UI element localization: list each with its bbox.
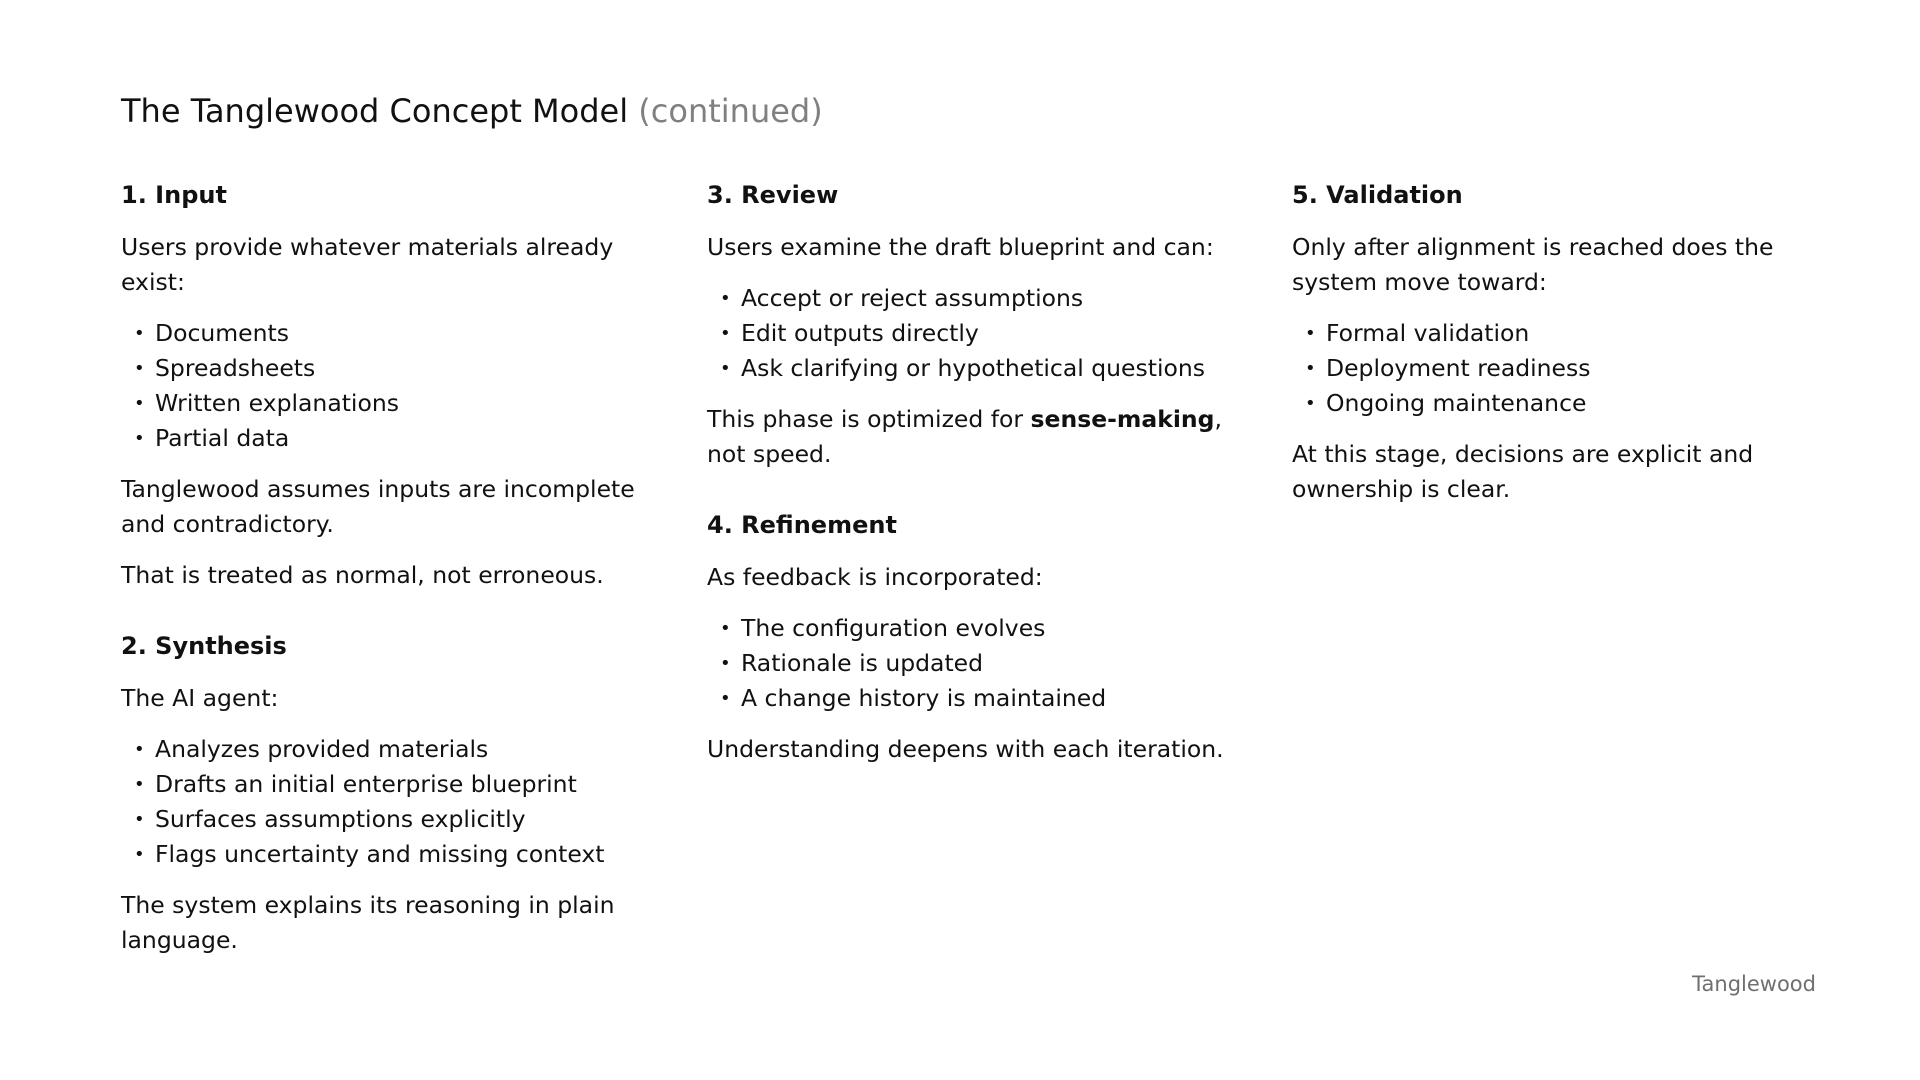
list-item-text: Surfaces assumptions explicitly — [155, 805, 526, 833]
section-paragraph: Understanding deepens with each iteration. — [707, 735, 1224, 763]
list-item-text: Deployment readiness — [1326, 354, 1591, 382]
list-item-text: Formal validation — [1326, 319, 1530, 347]
bullet-icon: • — [1305, 393, 1316, 414]
title-main: The Tanglewood Concept Model — [121, 92, 629, 130]
section-heading-refinement: 4. Refinement — [707, 511, 897, 539]
list-item — [1292, 316, 1837, 351]
section-heading-review: 3. Review — [707, 181, 839, 209]
section-paragraph: That is treated as normal, not erroneous. — [121, 561, 604, 589]
list-item — [707, 681, 1252, 716]
list-item-text: Rationale is updated — [741, 649, 984, 677]
section-validation — [1292, 176, 1837, 507]
emphasis-text: sense-making — [1030, 405, 1215, 433]
bullet-icon: • — [134, 428, 145, 449]
list-item-text: Analyzes provided materials — [155, 735, 489, 763]
bullet-list-refinement — [707, 611, 1252, 716]
section-synthesis — [121, 627, 666, 958]
footer-brand: Tanglewood — [1692, 972, 1816, 996]
list-item — [707, 351, 1252, 386]
section-intro-synthesis: The AI agent: — [121, 684, 279, 712]
paragraph-text: , not speed. — [707, 405, 1222, 468]
section-intro-refinement: As feedback is incorporated: — [707, 563, 1043, 591]
list-item-text: Drafts an initial enterprise blueprint — [155, 770, 577, 798]
list-item-text: Edit outputs directly — [741, 319, 979, 347]
list-item — [121, 802, 666, 837]
list-item — [707, 646, 1252, 681]
section-review — [707, 176, 1252, 472]
section-intro-review: Users examine the draft blueprint and can: — [707, 233, 1214, 261]
bullet-icon: • — [720, 618, 731, 639]
bullet-icon: • — [720, 653, 731, 674]
bullet-icon: • — [134, 358, 145, 379]
column-left — [121, 176, 666, 974]
list-item — [707, 316, 1252, 351]
bullet-list-input — [121, 316, 666, 456]
list-item-text: Ongoing maintenance — [1326, 389, 1587, 417]
bullet-icon: • — [1305, 323, 1316, 344]
bullet-list-synthesis — [121, 732, 666, 872]
list-item-text: Spreadsheets — [155, 354, 316, 382]
bullet-icon: • — [134, 844, 145, 865]
list-item — [121, 421, 666, 456]
list-item-text: A change history is maintained — [741, 684, 1107, 712]
bullet-list-review — [707, 281, 1252, 386]
list-item — [121, 316, 666, 351]
bullet-icon: • — [134, 809, 145, 830]
page-title — [121, 92, 823, 130]
bullet-icon: • — [1305, 358, 1316, 379]
bullet-icon: • — [720, 688, 731, 709]
list-item — [707, 611, 1252, 646]
section-heading-validation: 5. Validation — [1292, 181, 1463, 209]
section-heading-input: 1. Input — [121, 181, 227, 209]
section-input — [121, 176, 666, 593]
list-item-text: Ask clarifying or hypothetical questions — [741, 354, 1206, 382]
list-item — [121, 351, 666, 386]
bullet-list-validation — [1292, 316, 1837, 421]
list-item-text: The configuration evolves — [741, 614, 1046, 642]
section-intro-input: Users provide whatever materials already exist: — [121, 233, 614, 296]
bullet-icon: • — [720, 358, 731, 379]
bullet-icon: • — [720, 288, 731, 309]
bullet-icon: • — [134, 739, 145, 760]
list-item — [121, 386, 666, 421]
column-middle — [707, 176, 1252, 783]
list-item-text: Partial data — [155, 424, 290, 452]
paragraph-text: This phase is optimized for — [707, 405, 1031, 433]
bullet-icon: • — [134, 323, 145, 344]
bullet-icon: • — [720, 323, 731, 344]
section-heading-synthesis: 2. Synthesis — [121, 632, 287, 660]
list-item — [121, 732, 666, 767]
section-paragraph: At this stage, decisions are explicit and ownership is clear. — [1292, 440, 1754, 503]
list-item-text: Documents — [155, 319, 289, 347]
section-paragraph — [707, 402, 1252, 472]
title-subtitle: (continued) — [638, 92, 823, 130]
list-item — [1292, 386, 1837, 421]
list-item — [121, 767, 666, 802]
list-item — [121, 837, 666, 872]
section-refinement — [707, 506, 1252, 767]
section-intro-validation: Only after alignment is reached does the system move toward: — [1292, 233, 1774, 296]
list-item — [707, 281, 1252, 316]
bullet-icon: • — [134, 774, 145, 795]
bullet-icon: • — [134, 393, 145, 414]
list-item — [1292, 351, 1837, 386]
column-right — [1292, 176, 1837, 523]
list-item-text: Accept or reject assumptions — [741, 284, 1084, 312]
list-item-text: Flags uncertainty and missing context — [155, 840, 605, 868]
list-item-text: Written explanations — [155, 389, 399, 417]
section-paragraph: The system explains its reasoning in plain language. — [121, 891, 615, 954]
section-paragraph: Tanglewood assumes inputs are incomplete and contradictory. — [121, 475, 635, 538]
